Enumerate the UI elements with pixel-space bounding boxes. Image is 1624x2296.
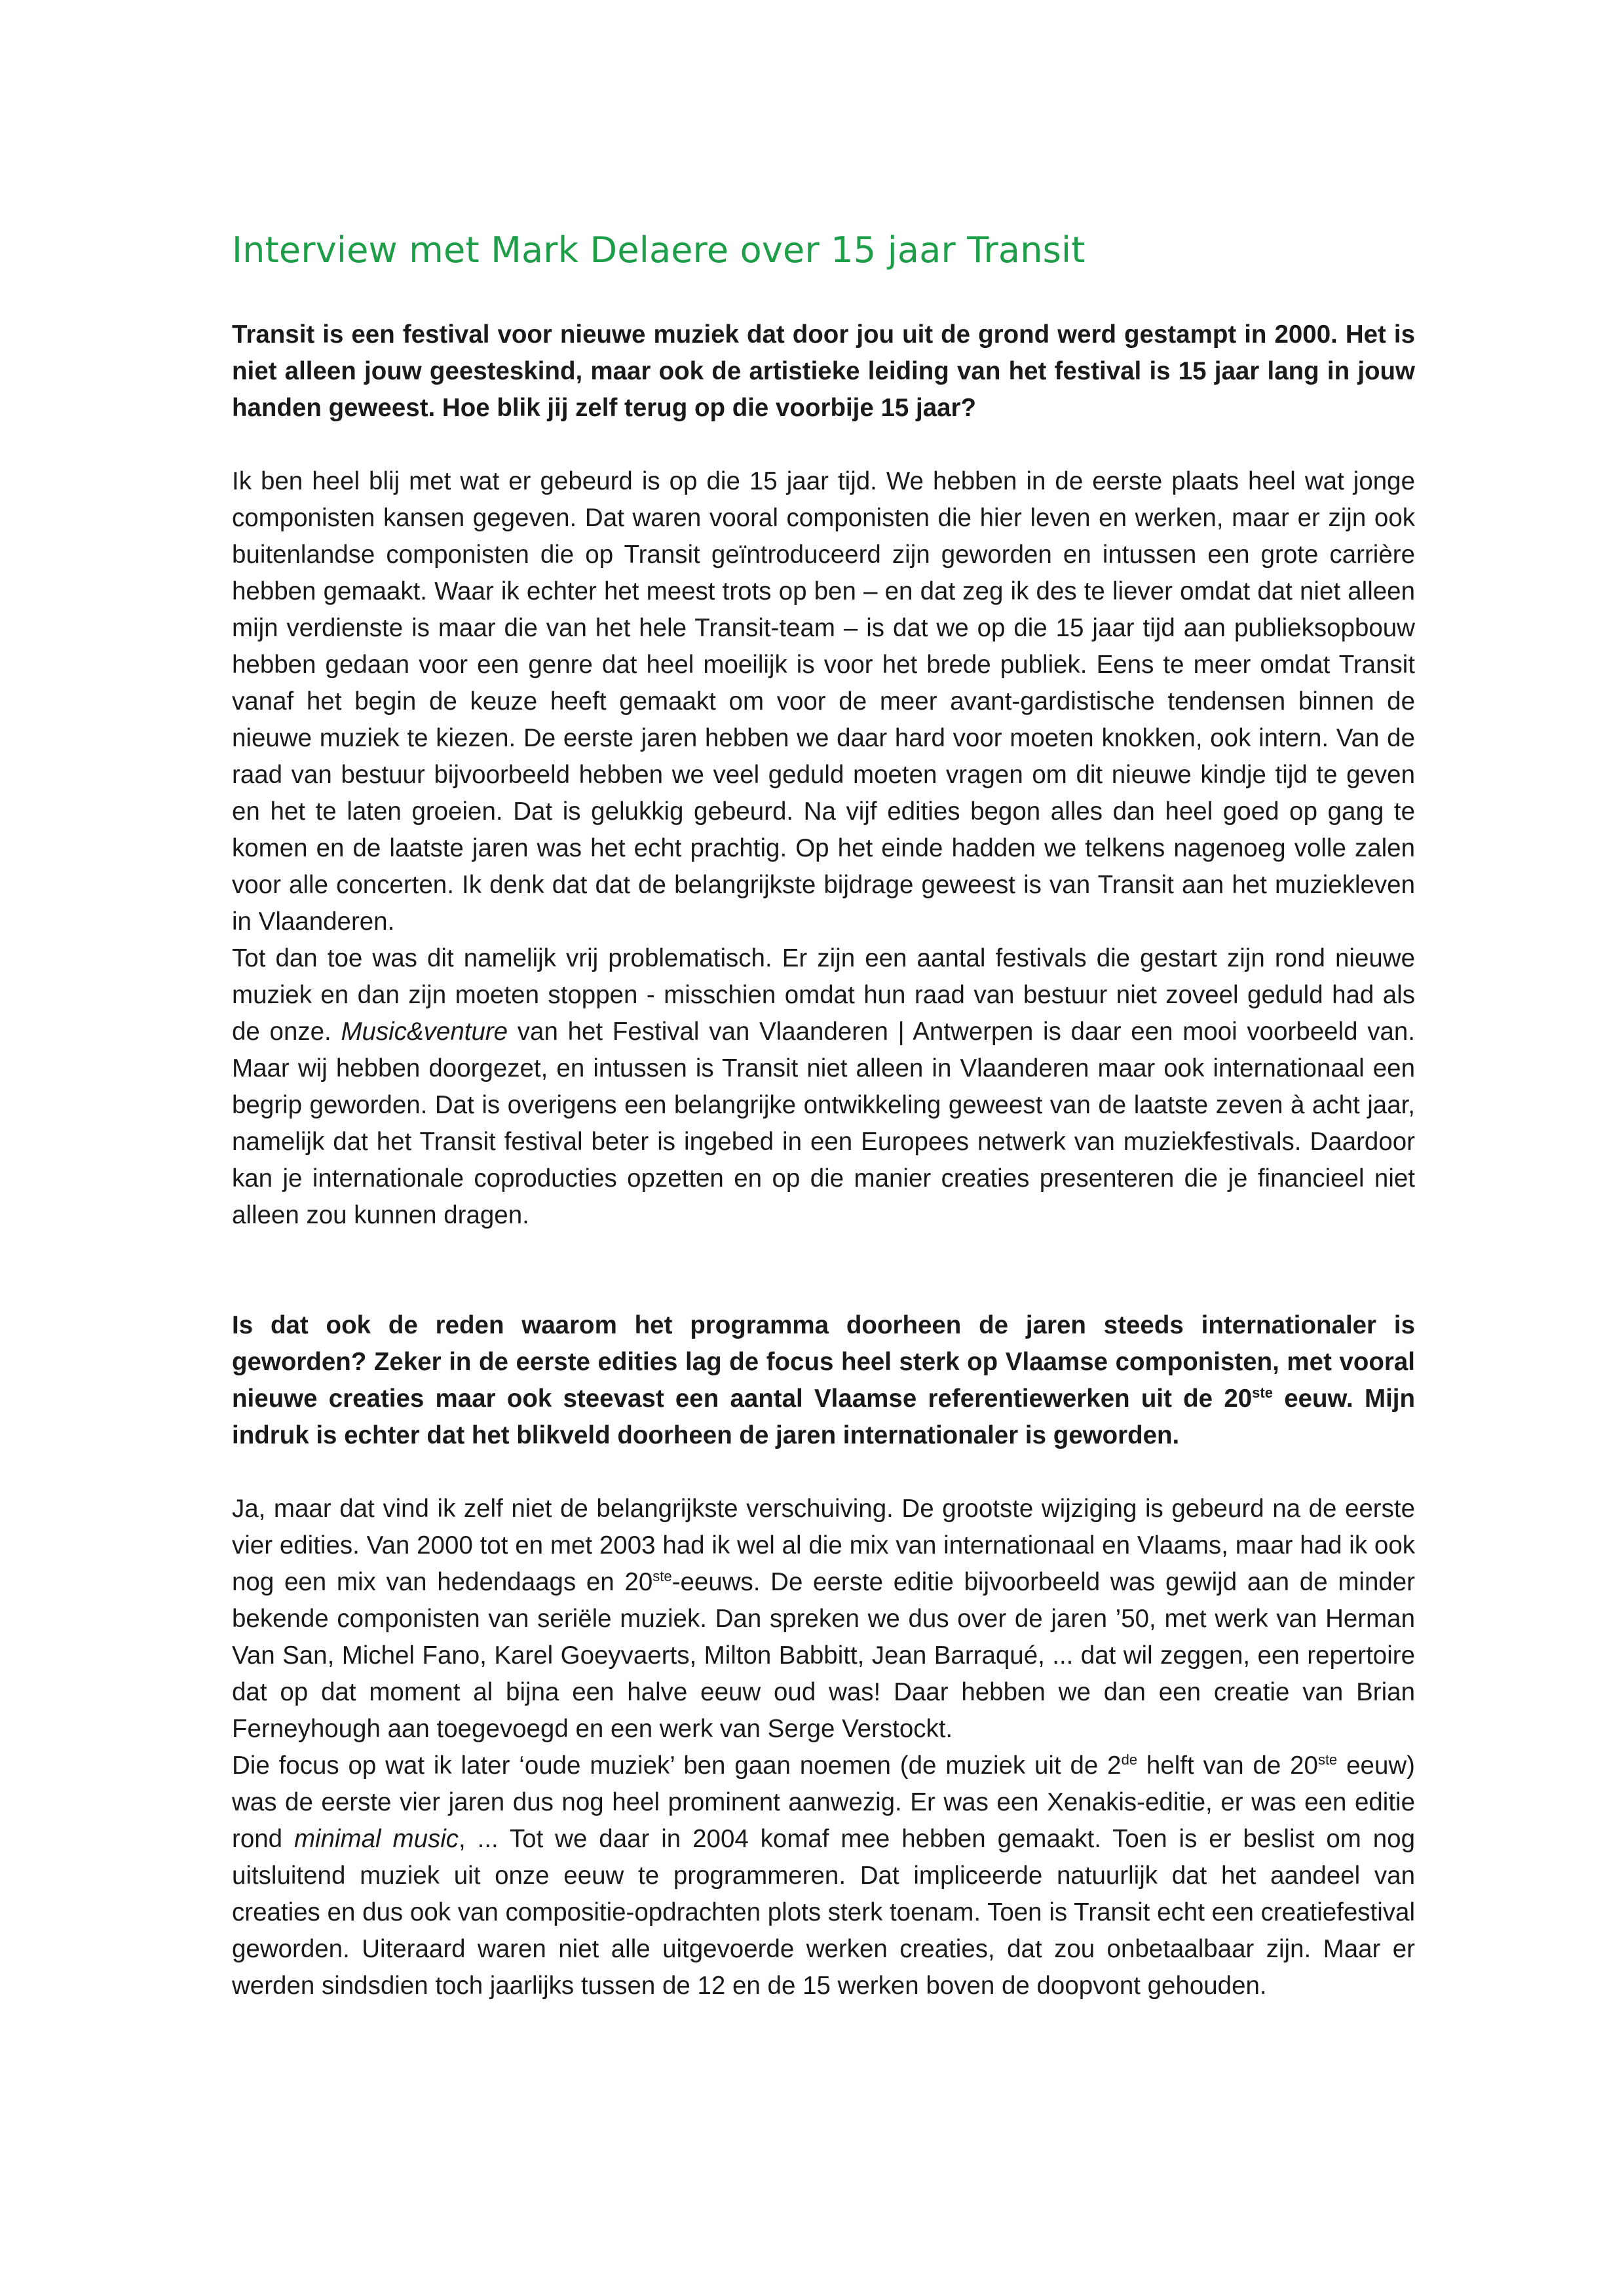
answer-1-paragraph-2: [232, 940, 1415, 1234]
question-1: Transit is een festival voor nieuwe muziek dat door jou uit de grond werd gestampt in 2000. Het is niet alleen jouw geesteskind, maar ook de artistieke leiding van het festival is 15 jaar lang in jouw handen geweest. Hoe blik jij zelf terug op die voorbije 15 jaar?: [232, 320, 1415, 422]
answer-1-paragraph-1: Ik ben heel blij met wat er gebeurd is op die 15 jaar tijd. We hebben in de eerste plaats heel wat jonge componisten kansen gegeven. Dat waren vooral componisten die hier leven en werken, maar er zijn ook buitenlandse componisten die op Transit geïntroduceerd zijn geworden en intussen een grote carrière hebben gemaakt. Waar ik echter het meest trots op ben – en dat zeg ik des te liever omdat dat niet alleen mijn verdienste is maar die van het hele Transit-team – is dat we op die 15 jaar tijd aan publieksopbouw hebben gedaan voor een genre dat heel moeilijk is voor het brede publiek. Eens te meer omdat Transit vanaf het begin de keuze heeft gemaakt om voor de meer avant-gardistische tendensen binnen de nieuwe muziek te kiezen. De eerste jaren hebben we daar hard voor moeten knokken, ook intern. Van de raad van bestuur bijvoorbeeld hebben we veel geduld moeten vragen om dit nieuwe kindje tijd te geven en het te laten groeien. Dat is gelukkig gebeurd. Na vijf edities begon alles dan heel goed op gang te komen en de laatste jaren was het echt prachtig. Op het einde hadden we telkens nagenoeg volle zalen voor alle concerten. Ik denk dat dat de belangrijkste bijdrage geweest is van Transit aan het muziekleven in Vlaanderen.: [232, 467, 1415, 936]
document-page: [232, 229, 1415, 2004]
text-run: helft van de 20: [1137, 1751, 1318, 1780]
spacer: [232, 1234, 1415, 1307]
superscript: ste: [1252, 1384, 1273, 1401]
italic-term: minimal music: [293, 1824, 459, 1853]
spacer: [232, 1454, 1415, 1491]
text-run: , ... Tot we daar in 2004 komaf mee hebben gemaakt. Toen is er beslist om nog uitsluitend muziek uit onze eeuw te programmeren. Dat impliceerde natuurlijk dat het aandeel van creaties en dus ook van compositie-opdrachten plots sterk toenam. Toen is Transit echt een creatiefestival geworden. Uiteraard waren niet alle uitgevoerde werken creaties, dat zou onbetaalbaar zijn. Maar er werden sindsdien toch jaarlijks tussen de 12 en de 15 werken boven de doopvont gehouden.: [232, 1824, 1415, 2000]
text-run: -eeuws. De eerste editie bijvoorbeeld was gewijd aan de minder bekende componisten van seriële muziek. Dan spreken we dus over de jaren ’50, met werk van Herman Van San, Michel Fano, Karel Goeyvaerts, Milton Babbitt, Jean Barraqué, ... dat wil zeggen, een repertoire dat op dat moment al bijna een halve eeuw oud was! Daar hebben we dan een creatie van Brian Ferneyhough aan toegevoegd en een werk van Serge Verstockt.: [232, 1567, 1415, 1743]
text-run: Ja, maar dat vind ik zelf niet de belangrijkste verschuiving. De grootste wijziging is gebeurd na de eerste vier edities. Van 2000 tot en met 2003 had ik wel al die mix van internationaal en Vlaams, maar had ik ook nog een mix van hedendaags en 20: [232, 1494, 1415, 1596]
answer-2-paragraph-2: [232, 1748, 1415, 2004]
text-run: Tot dan toe was dit namelijk vrij problematisch. Er zijn een aantal festivals die gestart zijn rond nieuwe muziek en dan zijn moeten stoppen - misschien omdat hun raad van bestuur niet zoveel geduld had als de onze.: [232, 944, 1415, 1046]
text-run: Is dat ook de reden waarom het programma doorheen de jaren steeds internationaler is geworden? Zeker in de eerste edities lag de focus heel sterk op Vlaamse componisten, met vooral nieuwe creaties maar ook steevast een aantal Vlaamse referentiewerken uit de 20: [232, 1311, 1415, 1413]
text-run: van het Festival van Vlaanderen | Antwerpen is daar een mooi voorbeeld van. Maar wij hebben doorgezet, en intussen is Transit niet alleen in Vlaanderen maar ook internationaal een begrip geworden. Dat is overigens een belangrijke ontwikkeling geweest van de laatste zeven à acht jaar, namelijk dat het Transit festival beter is ingebed in een Europees netwerk van muziekfestivals. Daardoor kan je internationale coproducties opzetten en op die manier creaties presenteren die je financieel niet alleen zou kunnen dragen.: [232, 1017, 1415, 1229]
answer-2-paragraph-1: [232, 1491, 1415, 1748]
page-title: Interview met Mark Delaere over 15 jaar Transit: [232, 229, 1086, 271]
superscript: ste: [1317, 1751, 1338, 1768]
text-run: Die focus op wat ik later ‘oude muziek’ ben gaan noemen (de muziek uit de 2: [232, 1751, 1122, 1780]
superscript: de: [1121, 1751, 1138, 1768]
text-run: eeuw. Mijn indruk is echter dat het blikveld doorheen de jaren internationaler is geworden.: [232, 1384, 1415, 1449]
question-2: [232, 1307, 1415, 1454]
italic-title: Music&venture: [341, 1017, 508, 1046]
superscript: ste: [652, 1567, 672, 1584]
spacer: [232, 427, 1415, 463]
text-run: eeuw) was de eerste vier jaren dus nog heel prominent aanwezig. Er was een Xenakis-editie, er was een editie rond: [232, 1751, 1415, 1853]
